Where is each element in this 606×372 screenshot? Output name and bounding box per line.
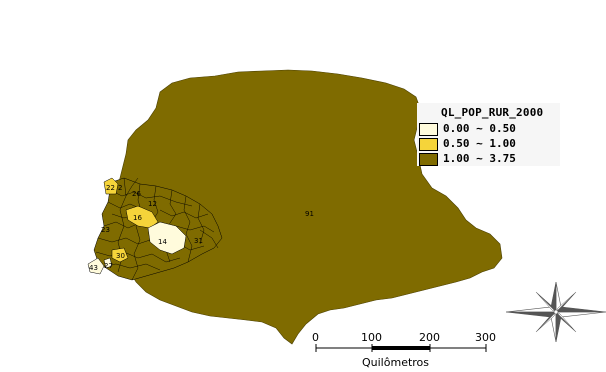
map-legend xyxy=(417,103,560,166)
region-label: 30 xyxy=(116,252,125,260)
scale-bar xyxy=(312,331,496,369)
region-label: 26 xyxy=(132,190,141,198)
scale-unit-label: Quilômetros xyxy=(362,356,430,369)
legend-label: 0.50 ~ 1.00 xyxy=(443,137,516,150)
region-label: 16 xyxy=(133,214,142,222)
region-label: 22 xyxy=(106,184,115,192)
legend-title: QL_POP_RUR_2000 xyxy=(441,106,544,119)
scale-tick-label: 0 xyxy=(312,331,319,344)
legend-swatch xyxy=(419,123,438,136)
region-label: 43 xyxy=(89,264,98,272)
legend-label: 0.00 ~ 0.50 xyxy=(443,122,516,135)
region-label: 12 xyxy=(148,200,157,208)
region-label: 31 xyxy=(194,237,203,245)
legend-label: 1.00 ~ 3.75 xyxy=(443,152,516,165)
scale-tick-label: 300 xyxy=(475,331,496,344)
legend-swatch xyxy=(419,138,438,151)
compass-rose-icon xyxy=(506,282,606,342)
region-label: 27 xyxy=(104,262,113,270)
scale-tick-label: 100 xyxy=(361,331,382,344)
region-label: 91 xyxy=(305,210,314,218)
region-label: 2 xyxy=(118,184,123,192)
region-label: 23 xyxy=(101,226,110,234)
legend-swatch xyxy=(419,153,438,166)
region-label: 14 xyxy=(158,238,167,246)
scale-tick-label: 200 xyxy=(419,331,440,344)
